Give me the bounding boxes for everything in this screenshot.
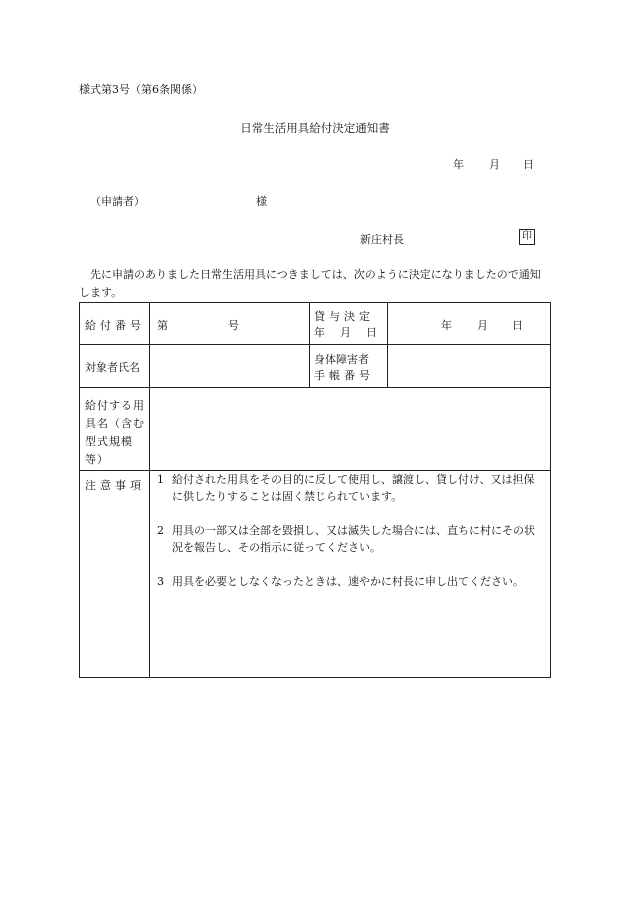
note-text: 用具の一部又は全部を毀損し、又は滅失した場合には、直ちに村にその状況を報告し、その指示に従ってください。 (172, 524, 535, 554)
date-year-label: 年 (453, 158, 464, 171)
issuer-name: 新庄村長 (360, 233, 404, 246)
notes-list (155, 471, 545, 607)
intro-paragraph: 先に申請のありました日常生活用具につきましては、次のように決定になりましたので通知します。 (79, 268, 541, 299)
note-item (155, 471, 545, 505)
date-day-label: 日 (523, 158, 534, 171)
right-column-divider (387, 303, 388, 387)
decision-table (79, 302, 551, 678)
note-number: 1 (157, 473, 164, 486)
middle-column-divider (309, 303, 310, 387)
equipment-name-label: 給付する用具名（含む型式規模等） (85, 399, 145, 466)
loan-date-month: 月 (477, 319, 488, 332)
handbook-number-label: 手帳番号 (314, 369, 374, 382)
label-column-divider (149, 303, 150, 677)
notes-label: 注意事項 (85, 479, 145, 492)
grant-number-suffix: 号 (228, 319, 239, 332)
applicant-label: （申請者） (90, 195, 145, 208)
grant-number-label: 給付番号 (85, 319, 145, 332)
note-number: 3 (157, 575, 164, 588)
handbook-label: 身体障害者 (314, 353, 369, 366)
loan-decision-date-label: 年 月 日 (314, 326, 379, 339)
note-text: 給付された用具をその目的に反して使用し、譲渡し、貸し付け、又は担保に供したりすることは固く禁じられています。 (172, 473, 535, 503)
seal-mark: 印 (519, 229, 535, 245)
grant-number-prefix: 第 (157, 319, 168, 332)
note-text: 用具を必要としなくなったときは、速やかに村長に申し出てください。 (172, 575, 524, 588)
document-title: 日常生活用具給付決定通知書 (240, 121, 390, 135)
subject-name-label: 対象者氏名 (85, 361, 140, 374)
loan-date-year: 年 (441, 319, 452, 332)
loan-decision-label: 貸与決定 (314, 310, 374, 323)
honorific-sama: 様 (256, 195, 267, 208)
row-divider-2 (80, 387, 550, 388)
form-number: 様式第3号（第6条関係） (79, 83, 203, 96)
note-item (155, 573, 545, 590)
note-number: 2 (157, 524, 164, 537)
note-item (155, 522, 545, 556)
loan-date-day: 日 (512, 319, 523, 332)
row-divider-1 (80, 344, 550, 345)
date-month-label: 月 (489, 158, 500, 171)
